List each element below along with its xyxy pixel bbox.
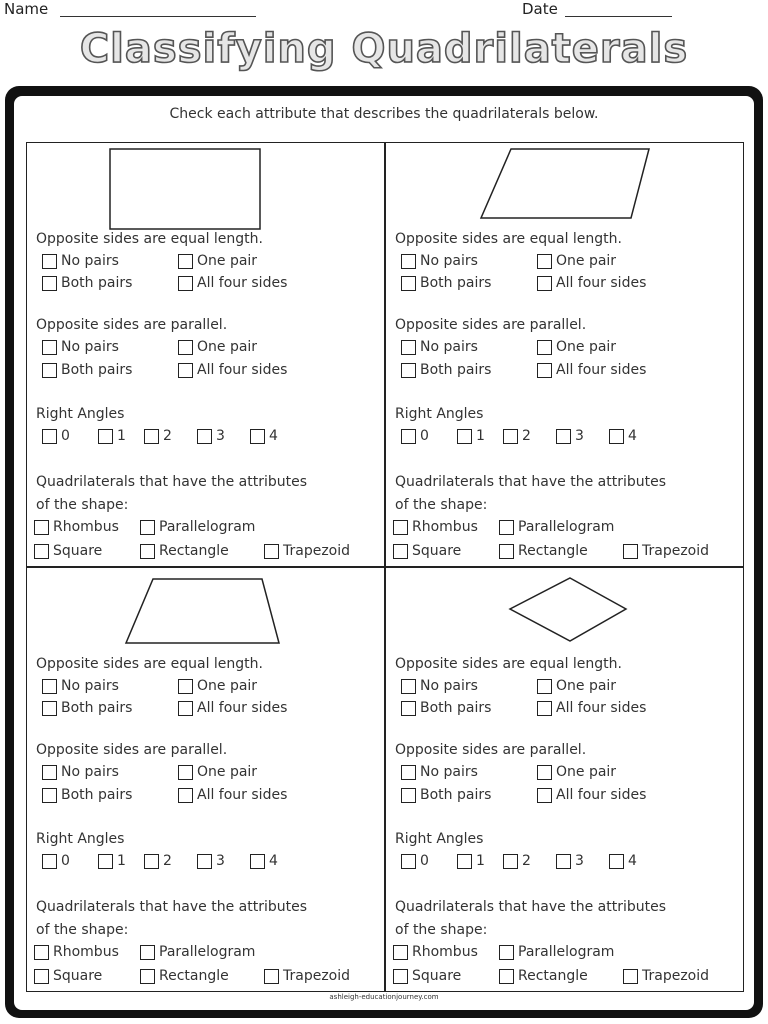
type-rhombus[interactable] (393, 944, 478, 960)
equal-length-question: Opposite sides are equal length. (36, 656, 263, 672)
cell-rectangle (26, 142, 384, 566)
parallel-one-pair[interactable] (537, 339, 616, 355)
equal-no-pairs[interactable] (42, 253, 119, 269)
instructions: Check each attribute that describes the quadrilaterals below. (169, 106, 599, 122)
checkbox-parallel-both-pairs[interactable] (401, 788, 416, 803)
equal-no-pairs[interactable] (401, 253, 478, 269)
checkbox-parallel-one-pair[interactable] (537, 765, 552, 780)
checkbox-type-trapezoid[interactable] (264, 969, 279, 984)
checkbox-equal-both-pairs[interactable] (42, 701, 57, 716)
angles-3[interactable] (556, 428, 584, 444)
type-rectangle[interactable] (499, 968, 588, 984)
quad-types-question-line1: Quadrilaterals that have the attributes (395, 474, 667, 490)
angles-3-label: 3 (575, 853, 584, 869)
checkbox-parallel-both-pairs[interactable] (42, 363, 57, 378)
type-rectangle[interactable] (140, 968, 229, 984)
parallel-both-pairs[interactable] (42, 362, 132, 378)
equal-both-pairs[interactable] (401, 700, 491, 716)
parallel-one-pair-label: One pair (556, 339, 617, 355)
checkbox-equal-no-pairs[interactable] (42, 254, 57, 269)
equal-one-pair-label: One pair (197, 678, 258, 694)
angles-3[interactable] (556, 853, 584, 869)
equal-length-question: Opposite sides are equal length. (36, 231, 263, 247)
parallel-both-pairs-label: Both pairs (61, 362, 133, 378)
parallel-all-four[interactable] (178, 362, 287, 378)
type-rhombus-label: Rhombus (412, 944, 478, 960)
angles-3-label: 3 (216, 428, 225, 444)
equal-both-pairs-label: Both pairs (420, 275, 492, 291)
angles-4[interactable] (609, 428, 637, 444)
equal-one-pair[interactable] (178, 678, 257, 694)
right-angles-question: Right Angles (36, 406, 125, 422)
type-square[interactable] (34, 968, 102, 984)
quad-types-question-line1: Quadrilaterals that have the attributes (36, 474, 308, 490)
equal-all-four[interactable] (178, 275, 287, 291)
checkbox-type-rhombus[interactable] (34, 520, 49, 535)
right-angles-question: Right Angles (395, 831, 484, 847)
checkbox-equal-both-pairs[interactable] (42, 276, 57, 291)
equal-one-pair-label: One pair (197, 253, 258, 269)
angles-4-label: 4 (269, 853, 278, 869)
checkbox-type-trapezoid[interactable] (623, 544, 638, 559)
type-square-label: Square (412, 968, 462, 984)
angles-4[interactable] (250, 428, 278, 444)
angles-4[interactable] (609, 853, 637, 869)
checkbox-angles-0[interactable] (401, 429, 416, 444)
checkbox-angles-4[interactable] (609, 854, 624, 869)
checkbox-parallel-both-pairs[interactable] (401, 363, 416, 378)
checkbox-parallel-all-four[interactable] (537, 363, 552, 378)
trapezoid-shape (26, 567, 384, 657)
equal-one-pair[interactable] (178, 253, 257, 269)
checkbox-equal-both-pairs[interactable] (401, 276, 416, 291)
parallel-no-pairs-label: No pairs (61, 339, 119, 355)
type-parallelogram[interactable] (499, 944, 614, 960)
angles-0-label: 0 (420, 428, 429, 444)
angles-0[interactable] (401, 853, 429, 869)
angles-2-label: 2 (522, 853, 531, 869)
type-trapezoid[interactable] (623, 968, 709, 984)
type-rhombus[interactable] (34, 944, 119, 960)
equal-no-pairs[interactable] (42, 678, 119, 694)
type-parallelogram-label: Parallelogram (159, 519, 256, 535)
type-parallelogram[interactable] (499, 519, 614, 535)
type-trapezoid-label: Trapezoid (283, 968, 351, 984)
angles-4[interactable] (250, 853, 278, 869)
parallel-all-four[interactable] (537, 362, 646, 378)
equal-no-pairs-label: No pairs (61, 253, 119, 269)
angles-2[interactable] (503, 428, 531, 444)
quad-types-question-line2: of the shape: (395, 922, 488, 938)
checkbox-equal-both-pairs[interactable] (401, 701, 416, 716)
type-square-label: Square (53, 543, 103, 559)
type-rhombus-label: Rhombus (412, 519, 478, 535)
angles-2-label: 2 (163, 853, 172, 869)
checkbox-angles-4[interactable] (609, 429, 624, 444)
equal-both-pairs[interactable] (42, 275, 132, 291)
equal-both-pairs[interactable] (42, 700, 132, 716)
type-parallelogram-label: Parallelogram (518, 944, 615, 960)
checkbox-type-parallelogram[interactable] (499, 945, 514, 960)
parallel-all-four-label: All four sides (197, 787, 288, 803)
equal-no-pairs[interactable] (401, 678, 478, 694)
angles-1-label: 1 (476, 853, 485, 869)
parallel-one-pair[interactable] (178, 764, 257, 780)
checkbox-angles-1[interactable] (98, 854, 113, 869)
angles-0-label: 0 (420, 853, 429, 869)
type-square[interactable] (393, 968, 461, 984)
checkbox-type-rectangle[interactable] (499, 544, 514, 559)
checkbox-parallel-one-pair[interactable] (178, 340, 193, 355)
checkbox-angles-3[interactable] (197, 854, 212, 869)
parallel-question: Opposite sides are parallel. (36, 317, 228, 333)
checkbox-parallel-both-pairs[interactable] (42, 788, 57, 803)
equal-all-four[interactable] (537, 275, 646, 291)
equal-both-pairs-label: Both pairs (420, 700, 492, 716)
angles-0[interactable] (42, 853, 70, 869)
cell-parallelogram (385, 142, 743, 566)
checkbox-parallel-one-pair[interactable] (178, 765, 193, 780)
checkbox-equal-one-pair[interactable] (178, 679, 193, 694)
parallel-both-pairs-label: Both pairs (61, 787, 133, 803)
checkbox-angles-2[interactable] (144, 429, 159, 444)
checkbox-angles-0[interactable] (42, 429, 57, 444)
checkbox-equal-one-pair[interactable] (537, 679, 552, 694)
parallel-no-pairs[interactable] (401, 764, 478, 780)
type-trapezoid-label: Trapezoid (283, 543, 351, 559)
equal-one-pair[interactable] (537, 678, 616, 694)
name-line[interactable] (60, 16, 256, 17)
checkbox-angles-3[interactable] (556, 429, 571, 444)
angles-1[interactable] (457, 428, 485, 444)
equal-length-question: Opposite sides are equal length. (395, 231, 622, 247)
angles-2-label: 2 (163, 428, 172, 444)
checkbox-equal-one-pair[interactable] (178, 254, 193, 269)
checkbox-type-trapezoid[interactable] (623, 969, 638, 984)
angles-2[interactable] (144, 428, 172, 444)
angles-3-label: 3 (216, 853, 225, 869)
equal-all-four[interactable] (178, 700, 287, 716)
page-title: Classifying Quadrilaterals (79, 26, 689, 72)
checkbox-parallel-no-pairs[interactable] (401, 765, 416, 780)
date-label: Date (522, 0, 558, 18)
checkbox-angles-4[interactable] (250, 429, 265, 444)
checkbox-angles-0[interactable] (401, 854, 416, 869)
rectangle-shape (26, 142, 384, 232)
type-trapezoid-label: Trapezoid (642, 543, 710, 559)
right-angles-question: Right Angles (395, 406, 484, 422)
angles-0[interactable] (401, 428, 429, 444)
angles-4-label: 4 (628, 853, 637, 869)
checkbox-type-rectangle[interactable] (499, 969, 514, 984)
equal-all-four-label: All four sides (556, 275, 647, 291)
checkbox-angles-0[interactable] (42, 854, 57, 869)
footer-credit: ashleigh-educationjourney.com (329, 993, 439, 1001)
angles-1[interactable] (98, 428, 126, 444)
equal-one-pair[interactable] (537, 253, 616, 269)
checkbox-parallel-no-pairs[interactable] (401, 340, 416, 355)
parallel-one-pair[interactable] (537, 764, 616, 780)
checkbox-parallel-no-pairs[interactable] (42, 340, 57, 355)
checkbox-parallel-one-pair[interactable] (537, 340, 552, 355)
parallel-both-pairs[interactable] (401, 362, 491, 378)
angles-3[interactable] (197, 428, 225, 444)
parallel-no-pairs[interactable] (401, 339, 478, 355)
checkbox-type-parallelogram[interactable] (140, 520, 155, 535)
type-rectangle-label: Rectangle (159, 968, 229, 984)
checkbox-angles-2[interactable] (503, 429, 518, 444)
checkbox-equal-all-four[interactable] (537, 701, 552, 716)
parallel-one-pair-label: One pair (197, 339, 258, 355)
angles-1-label: 1 (117, 853, 126, 869)
rhombus-shape (385, 567, 743, 657)
type-rhombus-label: Rhombus (53, 519, 119, 535)
angles-0-label: 0 (61, 853, 70, 869)
type-square-label: Square (412, 543, 462, 559)
checkbox-parallel-all-four[interactable] (537, 788, 552, 803)
equal-both-pairs-label: Both pairs (61, 700, 133, 716)
type-rhombus[interactable] (34, 519, 119, 535)
checkbox-type-rhombus[interactable] (393, 945, 408, 960)
quad-types-question-line1: Quadrilaterals that have the attributes (395, 899, 667, 915)
equal-length-question: Opposite sides are equal length. (395, 656, 622, 672)
cell-trapezoid (26, 567, 384, 991)
checkbox-angles-1[interactable] (457, 429, 472, 444)
angles-1[interactable] (98, 853, 126, 869)
type-rectangle[interactable] (499, 543, 588, 559)
equal-all-four-label: All four sides (197, 700, 288, 716)
checkbox-equal-no-pairs[interactable] (401, 254, 416, 269)
equal-all-four-label: All four sides (197, 275, 288, 291)
type-square-label: Square (53, 968, 103, 984)
equal-all-four[interactable] (537, 700, 646, 716)
parallel-all-four[interactable] (537, 787, 646, 803)
checkbox-equal-no-pairs[interactable] (42, 679, 57, 694)
angles-3-label: 3 (575, 428, 584, 444)
parallel-all-four-label: All four sides (197, 362, 288, 378)
angles-3[interactable] (197, 853, 225, 869)
type-square[interactable] (393, 543, 461, 559)
checkbox-equal-all-four[interactable] (178, 276, 193, 291)
quad-types-question-line1: Quadrilaterals that have the attributes (36, 899, 308, 915)
parallel-no-pairs-label: No pairs (420, 764, 478, 780)
parallel-no-pairs-label: No pairs (420, 339, 478, 355)
header (0, 0, 768, 22)
type-parallelogram-label: Parallelogram (518, 519, 615, 535)
equal-one-pair-label: One pair (556, 253, 617, 269)
type-parallelogram[interactable] (140, 519, 255, 535)
parallel-all-four-label: All four sides (556, 787, 647, 803)
equal-no-pairs-label: No pairs (420, 253, 478, 269)
type-rhombus-label: Rhombus (53, 944, 119, 960)
checkbox-equal-no-pairs[interactable] (401, 679, 416, 694)
parallel-both-pairs-label: Both pairs (420, 787, 492, 803)
checkbox-equal-all-four[interactable] (178, 701, 193, 716)
parallel-question: Opposite sides are parallel. (395, 317, 587, 333)
equal-no-pairs-label: No pairs (61, 678, 119, 694)
checkbox-angles-4[interactable] (250, 854, 265, 869)
equal-both-pairs-label: Both pairs (61, 275, 133, 291)
checkbox-equal-all-four[interactable] (537, 276, 552, 291)
angles-2[interactable] (503, 853, 531, 869)
type-parallelogram[interactable] (140, 944, 255, 960)
type-square[interactable] (34, 543, 102, 559)
parallel-one-pair[interactable] (178, 339, 257, 355)
name-label: Name (4, 0, 49, 18)
checkbox-angles-2[interactable] (144, 854, 159, 869)
equal-both-pairs[interactable] (401, 275, 491, 291)
parallel-both-pairs-label: Both pairs (420, 362, 492, 378)
parallel-question: Opposite sides are parallel. (36, 742, 228, 758)
checkbox-type-square[interactable] (34, 969, 49, 984)
angles-0-label: 0 (61, 428, 70, 444)
quad-types-question-line2: of the shape: (395, 497, 488, 513)
quad-types-question-line2: of the shape: (36, 497, 129, 513)
type-parallelogram-label: Parallelogram (159, 944, 256, 960)
angles-4-label: 4 (269, 428, 278, 444)
parallel-one-pair-label: One pair (556, 764, 617, 780)
equal-one-pair-label: One pair (556, 678, 617, 694)
checkbox-type-square[interactable] (393, 544, 408, 559)
checkbox-angles-2[interactable] (503, 854, 518, 869)
checkbox-type-rhombus[interactable] (34, 945, 49, 960)
angles-2[interactable] (144, 853, 172, 869)
parallel-both-pairs[interactable] (42, 787, 132, 803)
type-trapezoid-label: Trapezoid (642, 968, 710, 984)
type-trapezoid[interactable] (264, 543, 350, 559)
checkbox-type-parallelogram[interactable] (499, 520, 514, 535)
type-rhombus[interactable] (393, 519, 478, 535)
angles-4-label: 4 (628, 428, 637, 444)
checkbox-angles-1[interactable] (457, 854, 472, 869)
checkbox-parallel-no-pairs[interactable] (42, 765, 57, 780)
parallel-no-pairs[interactable] (42, 764, 119, 780)
checkbox-type-rectangle[interactable] (140, 969, 155, 984)
parallel-question: Opposite sides are parallel. (395, 742, 587, 758)
equal-no-pairs-label: No pairs (420, 678, 478, 694)
checkbox-type-square[interactable] (393, 969, 408, 984)
equal-all-four-label: All four sides (556, 700, 647, 716)
checkbox-parallel-all-four[interactable] (178, 363, 193, 378)
quad-types-question-line2: of the shape: (36, 922, 129, 938)
checkbox-type-parallelogram[interactable] (140, 945, 155, 960)
type-trapezoid[interactable] (264, 968, 350, 984)
checkbox-type-trapezoid[interactable] (264, 544, 279, 559)
parallelogram-shape (385, 142, 743, 232)
checkbox-equal-one-pair[interactable] (537, 254, 552, 269)
checkbox-angles-3[interactable] (556, 854, 571, 869)
angles-1-label: 1 (476, 428, 485, 444)
type-rectangle-label: Rectangle (159, 543, 229, 559)
checkbox-angles-1[interactable] (98, 429, 113, 444)
checkbox-angles-3[interactable] (197, 429, 212, 444)
checkbox-type-square[interactable] (34, 544, 49, 559)
type-rectangle-label: Rectangle (518, 968, 588, 984)
parallel-all-four[interactable] (178, 787, 287, 803)
parallel-both-pairs[interactable] (401, 787, 491, 803)
parallel-no-pairs-label: No pairs (61, 764, 119, 780)
angles-0[interactable] (42, 428, 70, 444)
angles-1-label: 1 (117, 428, 126, 444)
checkbox-type-rhombus[interactable] (393, 520, 408, 535)
type-rectangle-label: Rectangle (518, 543, 588, 559)
parallel-one-pair-label: One pair (197, 764, 258, 780)
cell-rhombus (385, 567, 743, 991)
angles-1[interactable] (457, 853, 485, 869)
angles-2-label: 2 (522, 428, 531, 444)
date-line[interactable] (565, 16, 672, 17)
right-angles-question: Right Angles (36, 831, 125, 847)
parallel-all-four-label: All four sides (556, 362, 647, 378)
type-rectangle[interactable] (140, 543, 229, 559)
checkbox-parallel-all-four[interactable] (178, 788, 193, 803)
parallel-no-pairs[interactable] (42, 339, 119, 355)
type-trapezoid[interactable] (623, 543, 709, 559)
checkbox-type-rectangle[interactable] (140, 544, 155, 559)
